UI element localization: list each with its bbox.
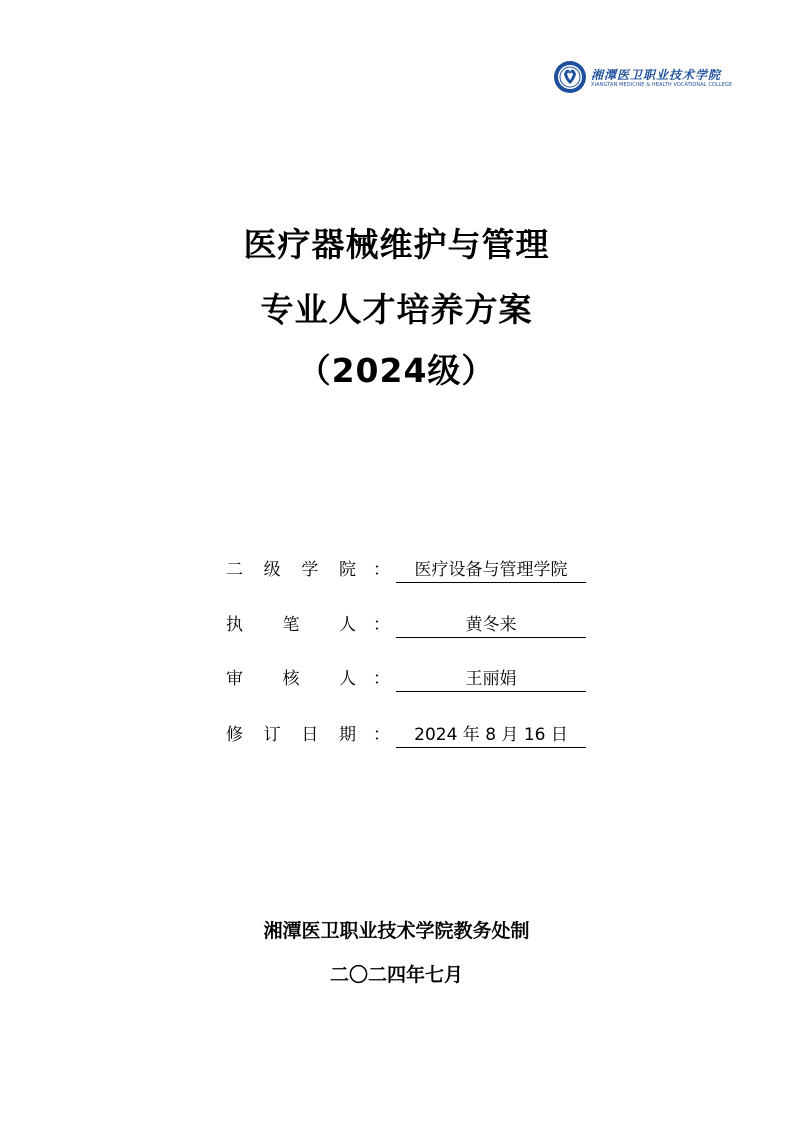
label-char: 二 [226,560,243,580]
label-char: 笔 [282,615,300,635]
underline [396,582,586,583]
underline [396,747,586,748]
info-value-college: 医疗设备与管理学院 [414,560,568,580]
footer-date: 二〇二四年七月 [329,964,463,986]
label-char: 执 [226,615,243,635]
info-row-reviewer [226,654,586,694]
info-label-author [226,610,356,635]
info-label-college [226,555,356,580]
document-title-line2: 专业人才培养方案 [260,290,533,329]
logo-college-name-cn: 湘潭医卫职业技术学院 [591,68,722,82]
footer-issuer: 湘潭医卫职业技术学院教务处制 [263,920,530,942]
info-colon: ： [373,725,390,745]
label-char: 订 [263,725,281,745]
label-char: 人 [339,615,356,635]
label-char: 人 [339,669,356,689]
label-char: 学 [301,560,319,580]
label-char: 核 [282,669,300,689]
label-char: 审 [226,669,243,689]
label-char: 级 [263,560,281,580]
underline [396,691,586,692]
logo-college-name-en: XIANGTAN MEDICINE & HEALTH VOCATIONAL COLLEGE [591,82,733,88]
college-emblem-icon [553,60,587,94]
college-logo [553,58,733,98]
underline [396,637,586,638]
info-colon: ： [373,669,390,689]
label-char: 日 [301,725,319,745]
document-title-line1: 医疗器械维护与管理 [243,225,550,264]
info-value-revision-date: 2024 年 8 月 16 日 [414,725,568,745]
info-row-college [226,545,586,585]
label-char: 院 [338,560,356,580]
info-value-reviewer: 王丽娟 [465,669,517,689]
info-row-revision-date [226,710,586,750]
info-colon: ： [373,560,390,580]
info-label-revision-date [226,720,356,745]
info-value-author: 黄冬来 [465,615,517,635]
info-label-reviewer [226,664,356,689]
info-row-author [226,600,586,640]
document-title-year: （2024级） [297,351,496,390]
info-colon: ： [373,615,390,635]
label-char: 期 [338,725,356,745]
label-char: 修 [226,725,243,745]
